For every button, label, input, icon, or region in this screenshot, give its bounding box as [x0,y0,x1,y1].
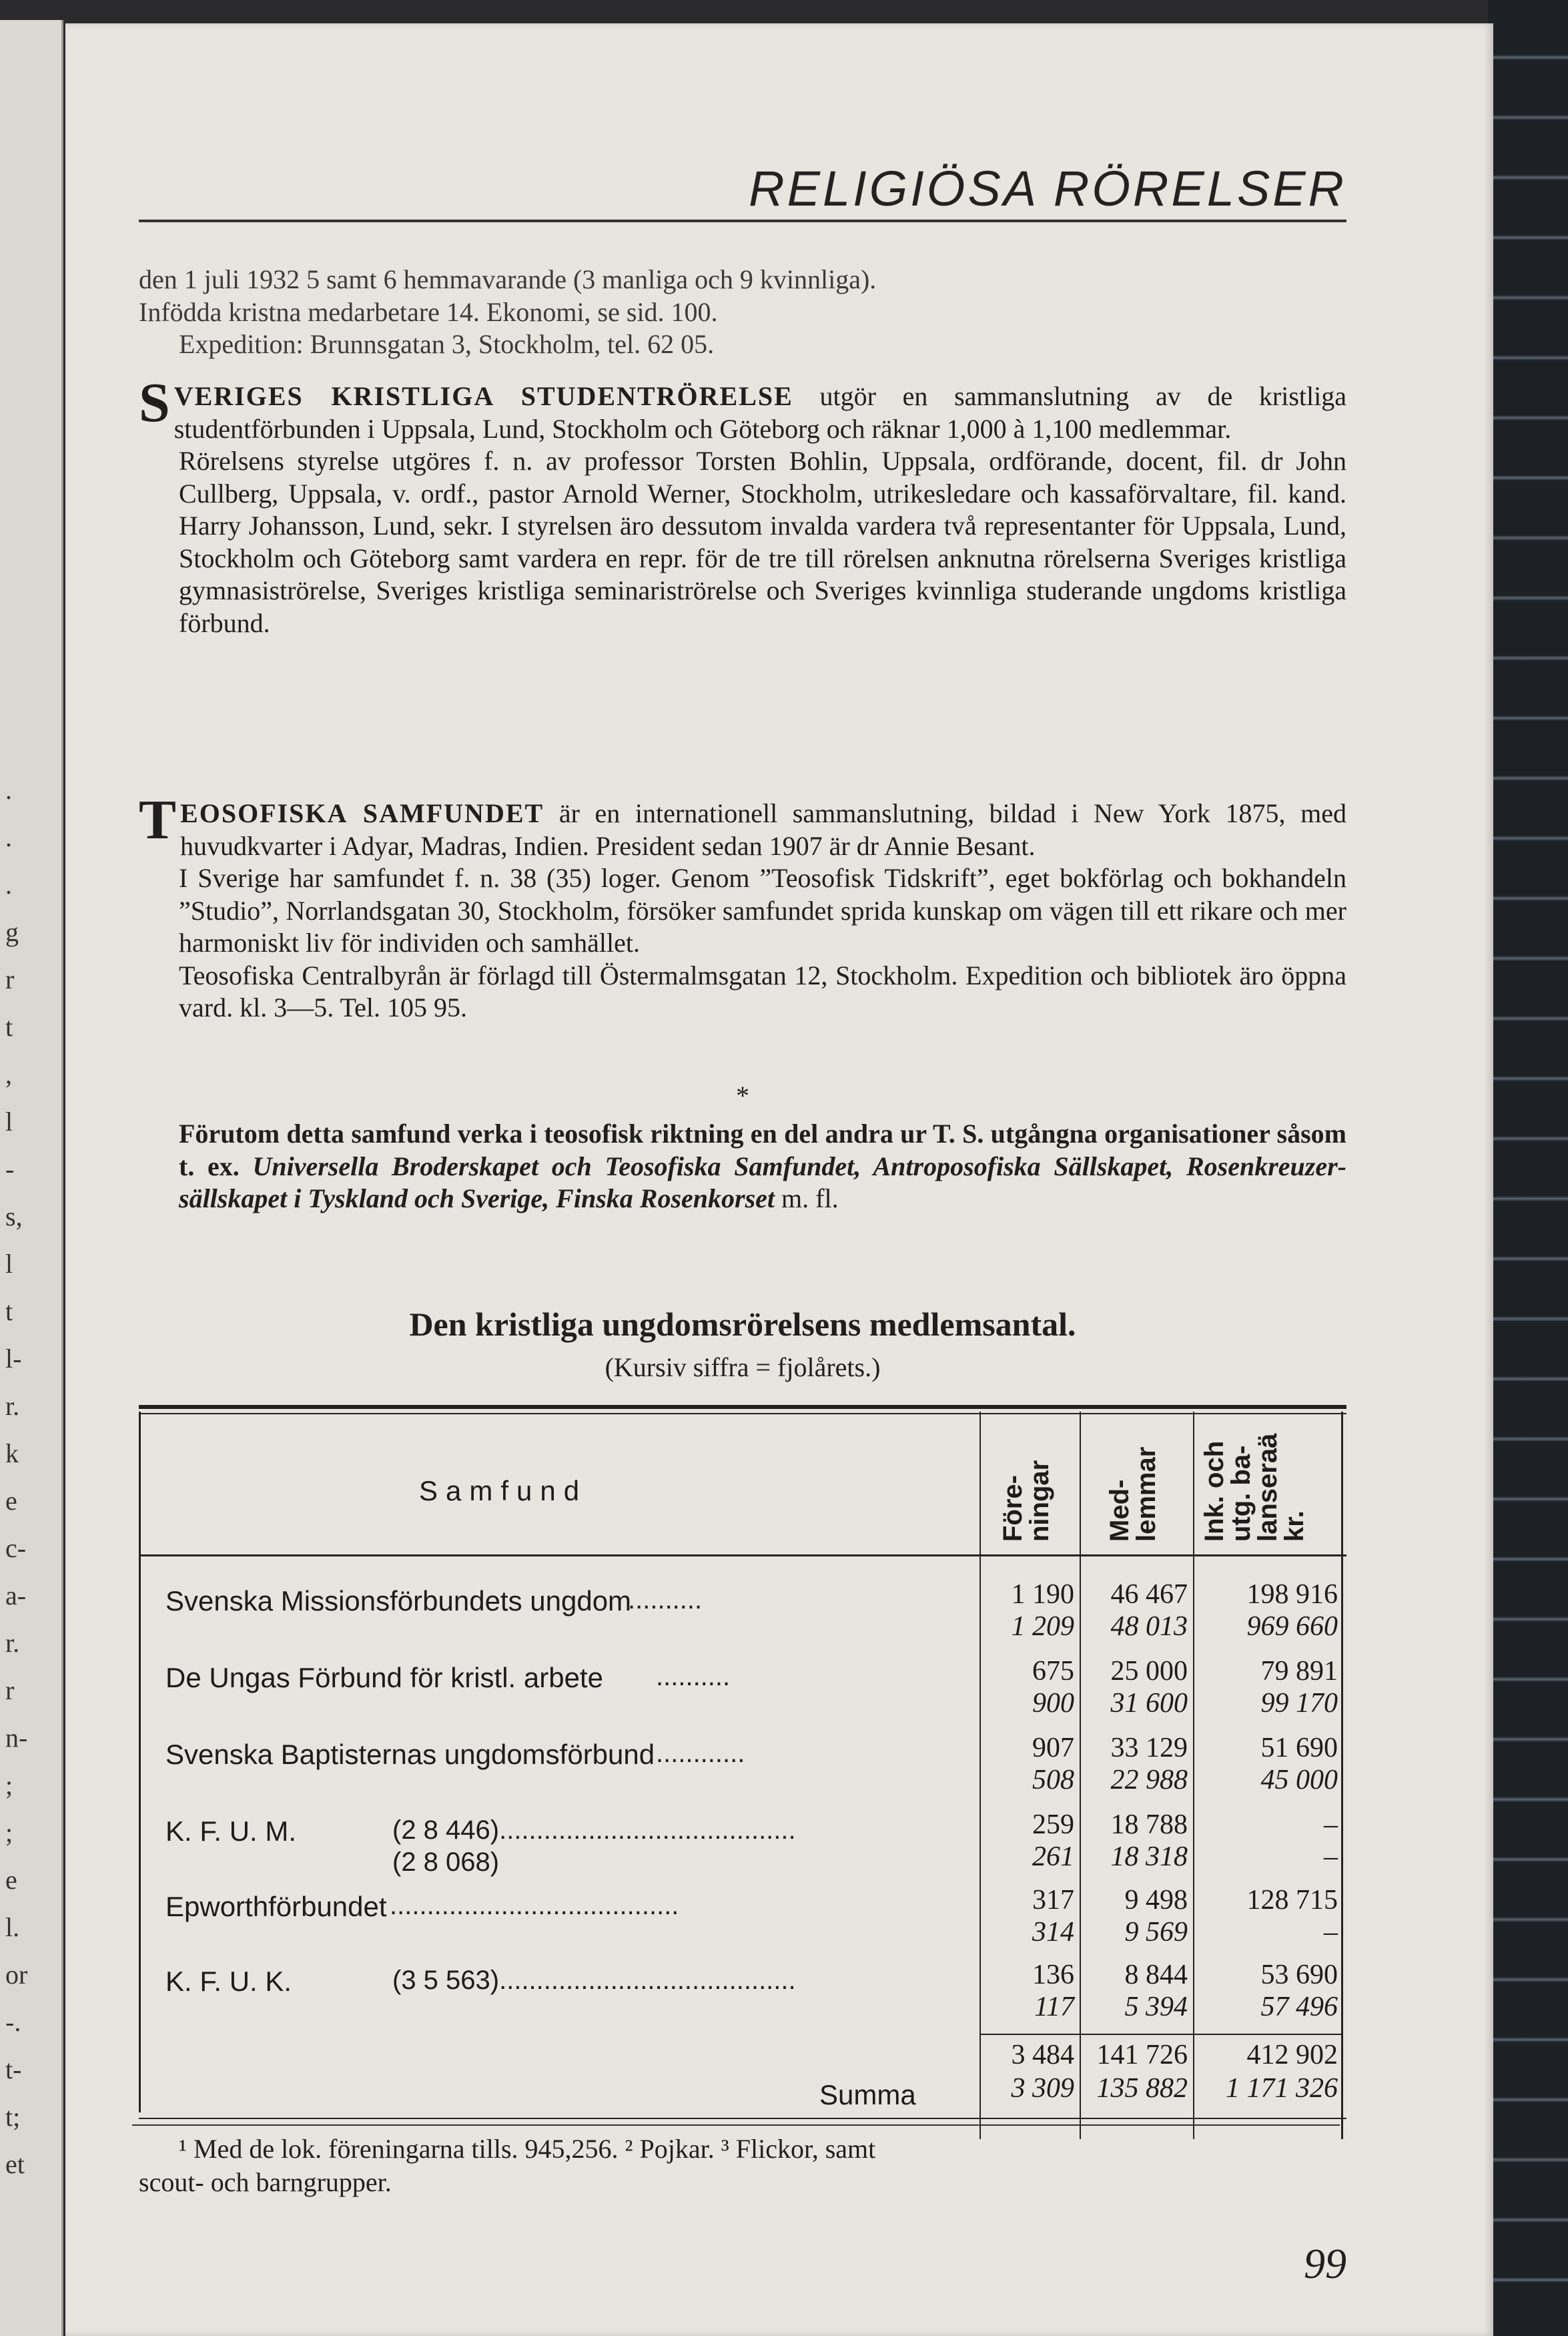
cell-medlemmar-prev: 31 600 [1110,1688,1188,1719]
sum-medlemmar-prev: 135 882 [1096,2073,1188,2104]
left-page-fragment: c- [5,1533,27,1563]
cell-medlemmar-prev: 5 394 [1124,1992,1188,2022]
cell-inkomster-prev: 57 496 [1260,1992,1338,2022]
left-page-fragment: et [5,2149,25,2179]
cell-foreningar: 317 [1032,1885,1074,1916]
col3-line3: lanseraä [1253,1433,1282,1542]
cell-medlemmar-prev: 18 318 [1110,1841,1188,1872]
cell-medlemmar-prev: 22 988 [1110,1765,1188,1795]
row-name: Epworthförbundet [165,1891,387,1922]
left-page-fragment: g [5,917,19,947]
footnotes [139,2132,1346,2199]
sks-text-1: utgör en sammanslutning av de kristliga studentförbunden i Uppsala, Lund, Stockholm och Göteborg och räknar 1,000 à 1,100 medlemmar. [173,381,1346,444]
col1-line2: ningar [1025,1460,1054,1542]
header-bottom-rule [139,1554,1346,1556]
sum-inkomster-prev: 1 171 326 [1226,2073,1338,2104]
cell-inkomster: – [1324,1809,1338,1840]
cell-medlemmar: 8 844 [1124,1960,1188,1990]
left-page-fragment: . [5,870,12,900]
cell-inkomster-prev: – [1324,1841,1338,1872]
footnote-rule [132,2124,1340,2126]
cell-medlemmar: 18 788 [1110,1809,1188,1840]
col-header-foreningar [1000,1460,1053,1542]
teo-paragraph-2: I Sverige har samfundet f. n. 38 (35) loger. Genom ”Teosofisk Tidskrift”, eget bokförlag och bokhandeln ”Studio”, Norrlandsgatan 30, Stockholm, försöker samfundet sprida kunskap om vägen till ett rikare och mer harmoniskt liv för individen och samhället. [179,863,1346,958]
footnote-line-1: ¹ Med de lok. föreningarna tills. 945,256. ² Pojkar. ³ Flickor, samt [179,2134,876,2164]
page-number: 99 [1304,2240,1346,2287]
background-binder [1488,0,1568,2336]
left-page-fragment: ; [5,1817,13,1847]
cell-foreningar-prev: 1 209 [1011,1611,1074,1642]
left-page-fragment: a- [5,1580,27,1611]
table-title: Den kristliga ungdomsrörelsens medlemsantal. [409,1305,1076,1343]
left-page-fragment: l [5,1249,13,1279]
left-page-fragment: e [5,1486,17,1516]
sum-foreningar: 3 484 [1011,2040,1074,2070]
left-page-fragment: n- [5,1723,28,1753]
row-name: K. F. U. M. [165,1815,297,1847]
cell-medlemmar-prev: 48 013 [1110,1611,1188,1642]
cell-foreningar-prev: 314 [1032,1917,1074,1948]
cell-foreningar: 675 [1032,1656,1074,1687]
sum-inkomster: 412 902 [1246,2040,1338,2070]
cell-foreningar-prev: 117 [1034,1992,1074,2022]
row-name: Svenska Missionsförbundets ungdom [165,1585,632,1617]
other-orgs-paragraph [139,1118,1346,1215]
cell-medlemmar: 46 467 [1110,1579,1188,1610]
other-text-a: Förutom detta samfund verka i teosofisk riktning en del andra ur T. S. utgångna organisationer såsom t. ex. [179,1119,1346,1181]
left-page-fragment: or [5,1960,28,1990]
left-page-fragment: l [5,1107,13,1137]
left-page-fragment: r [5,964,15,994]
intro-paragraph [139,264,1346,361]
teo-paragraph-1 [139,789,1346,862]
footnote-line-2: scout- och barngrupper. [139,2167,392,2197]
other-italic-names: Universella Broderskapet och Teosofiska Samfundet, Antroposofiska Sällskapet, Rosenkreuzer-sällskapet i Tyskland och Sverige, Finska Rosenkorset [179,1151,1346,1213]
sks-drop-cap: S [139,372,170,434]
cell-inkomster: 198 916 [1246,1579,1338,1610]
row-name: De Ungas Förbund för kristl. arbete [165,1662,603,1693]
table-top-rule [139,1405,1346,1409]
cell-inkomster-prev: 99 170 [1260,1688,1338,1719]
cell-medlemmar: 9 498 [1124,1885,1188,1916]
sum-rule [979,2034,1343,2035]
left-page-fragment: t- [5,2054,22,2084]
left-page-fragment: t [5,1296,13,1326]
cell-inkomster: 53 690 [1260,1960,1338,1990]
left-page-fragment: , [5,1059,12,1089]
col1-line1: Före- [998,1475,1028,1542]
table-bottom-rule [139,2118,1346,2119]
book-page [65,23,1493,2336]
row-leader: ....................................... [390,1891,679,1920]
cell-foreningar-prev: 900 [1032,1688,1074,1719]
left-page-fragment: k [5,1438,19,1468]
row-leader: (2 8 446)........................................ [392,1815,796,1845]
row-sub-note: (2 8 068) [392,1847,500,1877]
teo-paragraph-3: Teosofiska Centralbyrån är förlagd till Östermalmsgatan 12, Stockholm. Expedition och bibliotek äro öppna vard. kl. 3—5. Tel. 105 95. [179,960,1346,1023]
teo-text-1: är en internationell sammanslutning, bildad i New York 1875, med huvudkvarter i Adyar, Madras, Indien. President sedan 1907 är dr Annie Besant. [180,798,1346,861]
left-page-fragment: s, [5,1201,23,1231]
sks-name: VERIGES KRISTLIGA STUDENTRÖRELSE [173,381,793,411]
cell-inkomster: 79 891 [1260,1656,1338,1687]
separator-star: * [736,1081,749,1111]
cell-foreningar-prev: 261 [1032,1841,1074,1872]
teo-drop-cap: T [139,789,177,851]
sum-foreningar-prev: 3 309 [1011,2073,1074,2104]
cell-inkomster-prev: 45 000 [1260,1765,1338,1795]
cell-inkomster-prev: – [1324,1917,1338,1948]
table-subtitle: (Kursiv siffra = fjolårets.) [605,1352,881,1382]
teosofiska-section [139,789,1346,1025]
sks-paragraph-2: Rörelsens styrelse utgöres f. n. av professor Torsten Bohlin, Uppsala, ordförande, docent, fil. dr John Cullberg, Uppsala, v. ordf., pastor Arnold Werner, Stockholm, utrikesledare och kassaförvaltare, fil. kand. Harry Johansson, Lund, sekr. I styrelsen äro dessutom invalda vardera två representanter för Uppsala, Lund, Stockholm och Göteborg samt vardera en repr. för de tre till rörelsen anknutna rörelserna Sveriges kristliga gymnasiströrelse, Sveriges kristliga seminariströrelse och Sveriges kvinnliga studerande ungdoms kristliga förbund. [179,446,1346,638]
cell-medlemmar: 33 129 [1110,1733,1188,1763]
cell-medlemmar: 25 000 [1110,1656,1188,1687]
left-page-fragment: r. [5,1628,20,1658]
col3-line4: kr. [1280,1510,1309,1542]
row-name: K. F. U. K. [165,1966,292,1997]
left-page-fragment: l. [5,1912,20,1942]
left-page-fragment: ; [5,1770,13,1800]
running-header: RELIGIÖSA RÖRELSER [749,161,1346,216]
table-left-border [139,1412,141,2112]
left-page-fragment: - [5,1154,15,1184]
other-text-b: m. fl. [775,1183,839,1213]
cell-foreningar: 136 [1032,1960,1074,1990]
col2-line1: Med- [1105,1479,1134,1542]
row-leader: (3 5 563)........................................ [392,1966,796,1995]
left-page-fragment: t; [5,2102,21,2132]
intro-line-2: Infödda kristna medarbetare 14. Ekonomi, se sid. 100. [139,296,718,327]
cell-inkomster: 128 715 [1246,1885,1338,1916]
sks-section [139,372,1346,639]
left-page-fragment: l- [5,1344,22,1374]
left-page-fragment: r. [5,1391,20,1421]
cell-inkomster: 51 690 [1260,1733,1338,1763]
cell-foreningar: 259 [1032,1809,1074,1840]
other-orgs-text [139,1118,1346,1215]
cell-foreningar: 907 [1032,1733,1074,1763]
left-page-fragment: r [5,1675,15,1705]
left-page-fragment: . [5,775,12,805]
col-header-medlemmar [1106,1447,1160,1542]
row-leader: .......... [656,1662,731,1691]
left-page-fragment: e [5,1865,17,1895]
sum-medlemmar: 141 726 [1096,2040,1188,2070]
table-top-rule-thin [139,1413,1346,1414]
intro-line-1: den 1 juli 1932 5 samt 6 hemmavarande (3 manliga och 9 kvinnliga). [139,264,877,294]
cell-foreningar-prev: 508 [1032,1765,1074,1795]
cell-inkomster-prev: 969 660 [1246,1611,1338,1642]
left-page-fragment: . [5,822,12,852]
intro-line-3: Expedition: Brunnsgatan 3, Stockholm, tel. 62 05. [179,329,715,359]
col3-line2: utg. ba- [1226,1445,1256,1542]
sks-paragraph-1 [139,372,1346,445]
left-page-fragment: -. [5,2007,21,2037]
row-leader: .......... [628,1585,703,1615]
membership-table [139,1378,1346,2118]
col3-line1: Ink. och [1200,1440,1229,1542]
teo-name: EOSOFISKA SAMFUNDET [180,798,544,828]
sum-label: Summa [819,2079,916,2110]
row-leader: ............ [656,1739,745,1768]
table-right-border [1341,1412,1343,2139]
row-name: Svenska Baptisternas ungdomsförbund [165,1739,655,1770]
left-page-fragment: t [5,1012,13,1042]
header-rule [139,220,1346,222]
cell-foreningar: 1 190 [1011,1579,1074,1610]
col-header-samfund: Samfund [419,1475,588,1506]
col2-line2: lemmar [1132,1446,1161,1542]
col-header-inkomster [1201,1434,1308,1542]
cell-medlemmar-prev: 9 569 [1124,1917,1188,1948]
